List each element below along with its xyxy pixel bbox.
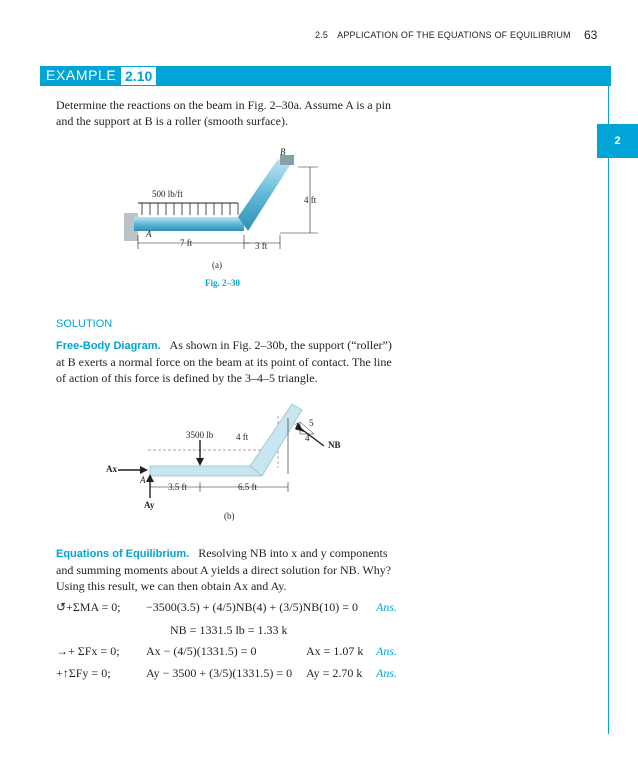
label-6-5ft: 6.5 ft — [238, 482, 257, 492]
label-a: A — [146, 229, 152, 239]
equilibrium-heading: Equations of Equilibrium. — [56, 548, 190, 560]
running-head — [315, 30, 571, 40]
eq4-result: Ay = 2.70 k — [306, 666, 363, 680]
label-3-5ft: 3.5 ft — [168, 482, 187, 492]
equilibrium-paragraph — [56, 545, 581, 594]
eq3-body: Ax − (4/5)(1331.5) = 0 — [146, 644, 257, 658]
figure-b — [100, 398, 360, 513]
solution-heading: SOLUTION — [56, 318, 113, 330]
eq3-result: Ax = 1.07 k — [306, 644, 364, 658]
example-number: 2.10 — [121, 67, 156, 85]
label-3ft: 3 ft — [255, 241, 268, 251]
label-ax: Ax — [106, 464, 117, 474]
section-title: APPLICATION OF THE EQUATIONS OF EQUILIBRIUM — [337, 30, 571, 40]
caption-b: (b) — [224, 511, 235, 521]
label-b: B — [280, 147, 286, 157]
load-arrows — [142, 203, 238, 215]
problem-line-1: Determine the reactions on the beam in Fig. 2–30a. Assume A is a pin — [56, 98, 391, 112]
example-rule — [608, 86, 609, 734]
eq3-label: →+ ΣFx = 0; — [56, 644, 120, 658]
fbd-beam-horizontal — [150, 466, 262, 476]
eq4-body: Ay − 3500 + (3/5)(1331.5) = 0 — [146, 666, 293, 680]
label-nb: NB — [328, 440, 341, 450]
label-7ft: 7 ft — [180, 238, 193, 248]
eq4-ans: Ans. — [376, 666, 397, 680]
fbd-heading: Free-Body Diagram. — [56, 340, 161, 352]
label-tri-4: 4 — [305, 433, 310, 443]
label-load: 500 lb/ft — [152, 189, 183, 199]
caption-a: (a) — [212, 260, 222, 270]
fbd-line-3: of action of this force is defined by the 3–4–5 triangle. — [56, 371, 318, 385]
eq2-body: NB = 1331.5 lb = 1.33 k — [170, 623, 288, 637]
section-number: 2.5 — [315, 30, 329, 40]
eq3-ans: Ans. — [376, 644, 397, 658]
label-tri-3: 3 — [295, 422, 300, 432]
problem-statement — [56, 97, 576, 129]
equilibrium-line-1: Resolving NB into x and y components — [198, 546, 388, 560]
equilibrium-line-2: and summing moments about A yields a direct solution for NB. Why? — [56, 563, 392, 577]
problem-line-2: and the support at B is a roller (smooth surface). — [56, 114, 288, 128]
label-3500: 3500 lb — [186, 430, 214, 440]
fbd-line-1: As shown in Fig. 2–30b, the support (“roller”) — [169, 338, 392, 352]
example-label: EXAMPLE — [46, 67, 117, 83]
chapter-tab: 2 — [597, 124, 638, 158]
eq4-label: +↑ΣFy = 0; — [56, 666, 111, 680]
fbd-beam-inclined — [250, 404, 302, 476]
label-4ft: 4 ft — [304, 195, 317, 205]
eq1-body: −3500(3.5) + (4/5)NB(4) + (3/5)NB(10) = 0 — [146, 600, 359, 614]
figure-a — [120, 145, 330, 270]
eq1-ans: Ans. — [376, 600, 397, 614]
fbd-line-2: at B exerts a normal force on the beam at its point of contact. The line — [56, 355, 392, 369]
label-fbd-4ft: 4 ft — [236, 432, 249, 442]
eq1-label: ↺+ΣMA = 0; — [56, 600, 121, 614]
beam-inclined — [238, 159, 290, 231]
label-ay: Ay — [144, 500, 155, 510]
equilibrium-line-3: Using this result, we can then obtain Ax and Ay. — [56, 579, 287, 593]
fig-label: Fig. 2–30 — [205, 278, 240, 288]
nb-arrow — [300, 428, 324, 446]
page-number: 63 — [584, 28, 598, 42]
label-fbd-a: A — [140, 475, 146, 485]
label-tri-5: 5 — [309, 418, 314, 428]
fbd-paragraph — [56, 337, 576, 386]
